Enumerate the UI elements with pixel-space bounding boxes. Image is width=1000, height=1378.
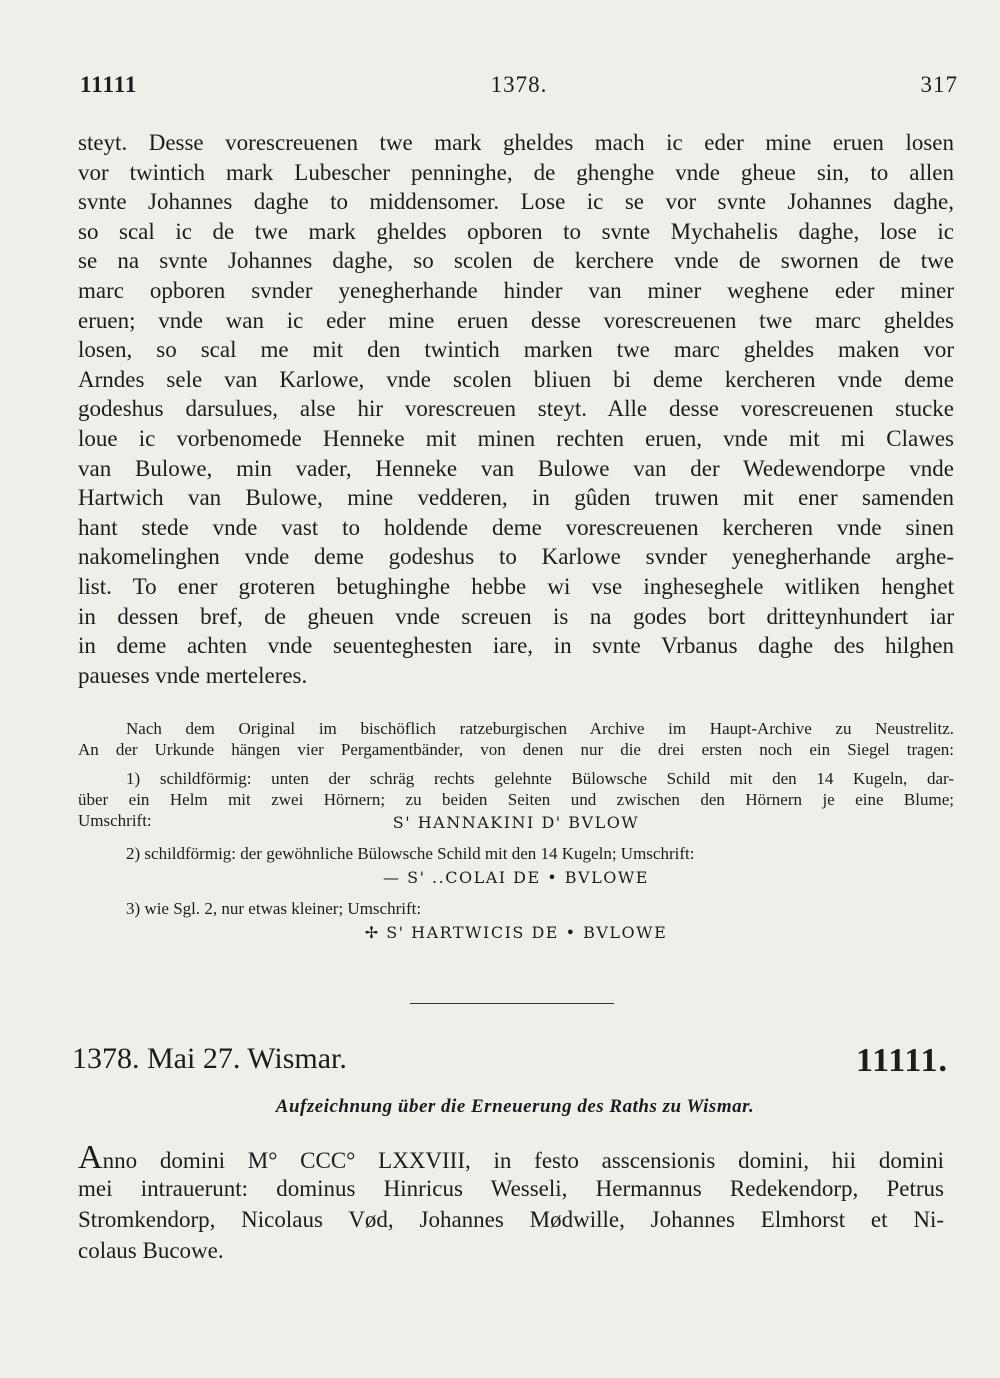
text-line: in deme achten vnde seuenteghesten iare, in svnte Vrbanus daghe des hilghen bbox=[78, 633, 954, 659]
text-line-content: nno domini M° CCC° LXXVIII, in festo asscensionis domini, hii domini bbox=[102, 1148, 944, 1173]
seal-description-line: über ein Helm mit zwei Hörnern; zu beiden Seiten und zwischen den Hörnern je eine Blume; bbox=[78, 790, 954, 809]
seal-legend: ✢ S' HARTWICIS DE • BVLOWE bbox=[364, 923, 668, 942]
text-line: svnte Johannes daghe to middensomer. Lose ic se vor svnte Johannes daghe, bbox=[78, 189, 954, 215]
seal-description-line: Umschrift: bbox=[78, 811, 152, 830]
document-heading bbox=[72, 1042, 948, 1086]
source-note-line: An der Urkunde hängen vier Pergamentbänder, von denen nur die drei ersten noch ein Siegel tragen: bbox=[78, 740, 954, 759]
seal-description-line: 1) schildförmig: unten der schräg rechts gelehnte Bülowsche Schild mit den 14 Kugeln, dar- bbox=[126, 769, 954, 788]
text-line: vor twintich mark Lubescher penninghe, de ghenghe vnde gheue sin, to allen bbox=[78, 159, 954, 185]
seal-legend: — S' ..COLAI DE • BVLOWE bbox=[383, 868, 649, 887]
text-line: in dessen bref, de gheuen vnde screuen is na godes bort dritteynhundert iar bbox=[78, 603, 954, 629]
text-line: se na svnte Johannes daghe, so scolen de kerchere vnde de swornen de twe bbox=[78, 248, 954, 274]
text-line: Arndes sele van Karlowe, vnde scolen bliuen bi deme kercheren vnde deme bbox=[78, 366, 954, 392]
document-subtitle: Aufzeichnung über die Erneuerung des Raths zu Wismar. bbox=[275, 1096, 755, 1117]
text-line: so scal ic de twe mark gheldes opboren to svnte Mychahelis daghe, lose ic bbox=[78, 218, 954, 244]
document-text bbox=[78, 1142, 944, 1266]
editorial-notes bbox=[78, 718, 954, 945]
text-line: list. To ener groteren betughinghe hebbe wi vse ingheseghele witliken henghet bbox=[78, 573, 954, 599]
document-number: 11111. bbox=[856, 1042, 948, 1079]
text-line: losen, so scal me mit den twintich marken twe marc gheldes maken vor bbox=[78, 337, 954, 363]
text-line: godeshus darsulues, alse hir vorescreuen steyt. Alle desse vorescreuenen stucke bbox=[78, 396, 954, 422]
seal-description-line: 2) schildförmig: der gewöhnliche Bülowsche Schild mit den 14 Kugeln; Umschrift: bbox=[126, 844, 695, 863]
year-header: 1378. bbox=[490, 72, 548, 97]
initial-letter: A bbox=[78, 1142, 103, 1173]
text-line: mei intrauerunt: dominus Hinricus Wesseli, Hermannus Redekendorp, Petrus bbox=[78, 1176, 944, 1201]
page-number: 317 bbox=[920, 72, 958, 97]
text-line: nakomelinghen vnde deme godeshus to Karlowe svnder yenegherhande arghe- bbox=[78, 544, 954, 570]
text-line: paueses vnde merteleres. bbox=[78, 662, 308, 688]
charter-text bbox=[78, 128, 954, 690]
section-divider bbox=[410, 1003, 614, 1004]
text-line: eruen; vnde wan ic eder mine eruen desse vorescreuenen twe marc gheldes bbox=[78, 307, 954, 333]
source-note-line: Nach dem Original im bischöflich ratzeburgischen Archive im Haupt-Archive zu Neustrelitz. bbox=[126, 719, 954, 738]
text-line bbox=[78, 1142, 944, 1173]
text-line: Stromkendorp, Nicolaus Vød, Johannes Mødwille, Johannes Elmhorst et Ni- bbox=[78, 1207, 944, 1232]
text-line: marc opboren svnder yenegherhande hinder van miner weghene eder miner bbox=[78, 277, 954, 303]
document-number-header: 11111 bbox=[80, 72, 138, 97]
document-date-place: 1378. Mai 27. Wismar. bbox=[72, 1042, 347, 1075]
text-line: steyt. Desse vorescreuenen twe mark gheldes mach ic eder mine eruen losen bbox=[78, 130, 954, 155]
text-line: van Bulowe, min vader, Henneke van Bulowe van der Wedewendorpe vnde bbox=[78, 455, 954, 481]
text-line: hant stede vnde vast to holdende deme vorescreuenen kercheren vnde sinen bbox=[78, 514, 954, 540]
text-line: loue ic vorbenomede Henneke mit minen rechten eruen, vnde mit mi Clawes bbox=[78, 425, 954, 451]
seal-description-line: 3) wie Sgl. 2, nur etwas kleiner; Umschrift: bbox=[126, 899, 422, 918]
seal-legend: S' HANNAKINI D' BVLOW bbox=[392, 813, 640, 832]
text-line: Hartwich van Bulowe, mine vedderen, in gûden truwen mit ener samenden bbox=[78, 485, 954, 511]
text-line: colaus Bucowe. bbox=[78, 1238, 224, 1263]
running-header bbox=[80, 72, 958, 104]
